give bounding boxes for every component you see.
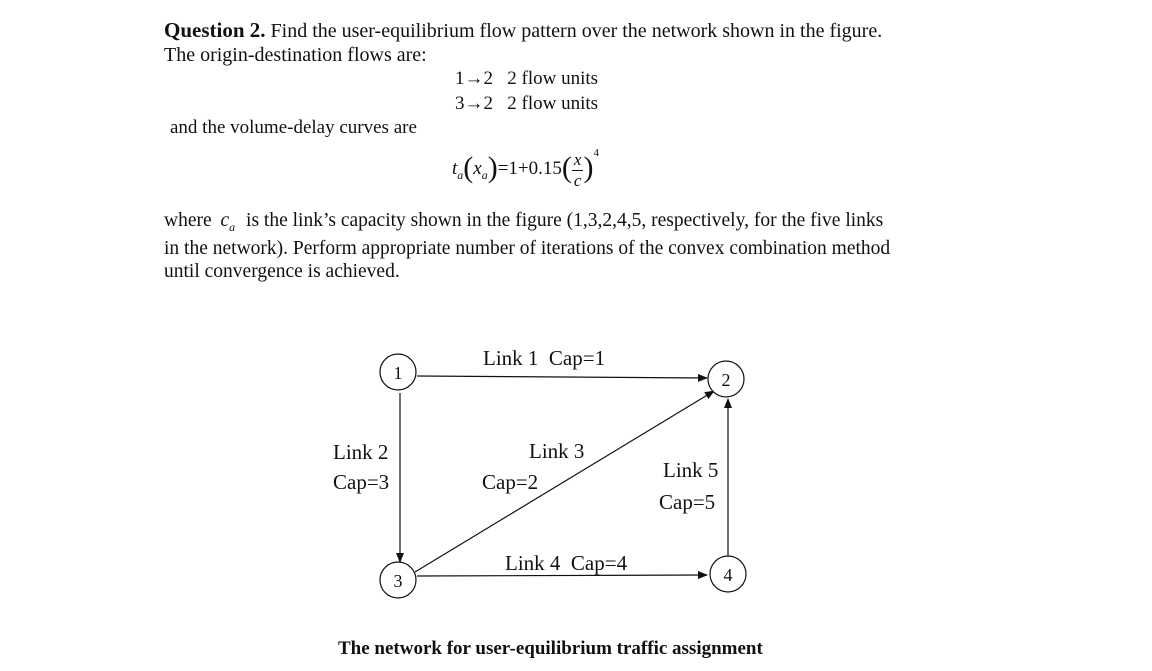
link-1-label: Link 1 Cap=1 — [483, 346, 606, 370]
node-1-label: 1 — [393, 363, 403, 383]
where-sub: a — [229, 220, 236, 234]
formula-rhs: =1+0.15 — [497, 158, 562, 179]
where-line-3: until convergence is achieved. — [164, 261, 400, 282]
where-prefix: where — [164, 210, 212, 231]
od-flow: 2 flow units — [507, 93, 599, 114]
curves-intro: and the volume-delay curves are — [170, 117, 417, 138]
link-2-name: Link 2 — [333, 440, 389, 464]
link-4-label: Link 4 Cap=4 — [505, 551, 628, 575]
question-label: Question 2. — [164, 18, 266, 42]
od-pair: 3→2 — [455, 93, 493, 114]
link-3-cap: Cap=2 — [482, 470, 539, 494]
link-3-name: Link 3 — [529, 439, 585, 463]
link-4-arrow — [417, 575, 707, 576]
link-2-cap: Cap=3 — [333, 470, 390, 494]
link-5-name: Link 5 — [663, 458, 719, 482]
node-4-label: 4 — [723, 565, 733, 585]
formula-sub: a — [481, 168, 488, 182]
node-2-label: 2 — [721, 370, 731, 390]
where-rest: is the link’s capacity shown in the figure (1,3,2,4,5, respectively, for the five links — [246, 210, 884, 231]
question-line-2: The origin-destination flows are: — [164, 44, 427, 66]
node-2 — [708, 361, 744, 397]
link-1-arrow — [417, 376, 707, 378]
formula-sub: a — [457, 168, 464, 182]
formula-exponent: 4 — [593, 147, 599, 159]
od-flow: 2 flow units — [507, 68, 599, 89]
question-text: Find the user-equilibrium flow pattern over the network shown in the figure. — [270, 20, 883, 42]
node-3 — [380, 562, 416, 598]
fraction-numerator: x — [573, 150, 582, 170]
od-pair: 1→2 — [455, 68, 493, 89]
where-c: c — [220, 210, 230, 231]
figure-caption: The network for user-equilibrium traffic assignment — [338, 638, 763, 659]
node-3-label: 3 — [393, 571, 403, 591]
formula-t: t — [452, 158, 458, 179]
volume-delay-formula: $t_a(x_a)=1+0.15$( $\frac{x}{c}$ )$^4$ — [452, 147, 599, 191]
where-line-2: in the network). Perform appropriate number of iterations of the convex combination method — [164, 238, 891, 259]
formula-x: x — [473, 158, 482, 179]
node-4 — [710, 556, 746, 592]
node-1 — [380, 354, 416, 390]
link-5-cap: Cap=5 — [659, 490, 716, 514]
fraction-denominator: c — [573, 171, 582, 191]
